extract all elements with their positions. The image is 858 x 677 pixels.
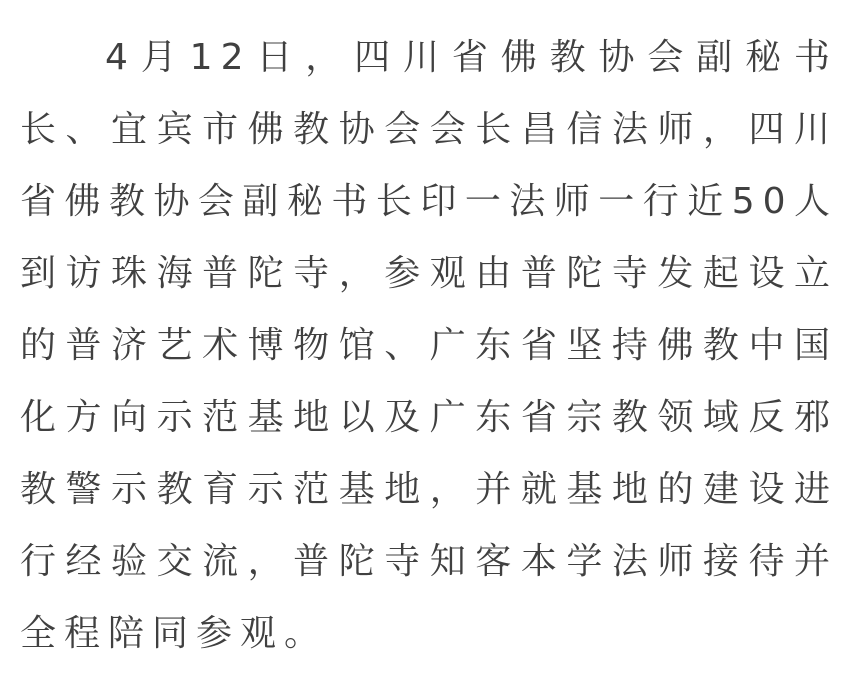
article-paragraph: 4月12日，四川省佛教协会副秘书长、宜宾市佛教协会会长昌信法师，四川省佛教协会副秘书长印一法师一行近50人到访珠海普陀寺，参观由普陀寺发起设立的普济艺术博物馆、广东省坚持佛教中国化方向示范基地以及广东省宗教领域反邪教警示教育示范基地，并就基地的建设进行经验交流，普陀寺知客本学法师接待并全程陪同参观。	[20, 37, 838, 654]
